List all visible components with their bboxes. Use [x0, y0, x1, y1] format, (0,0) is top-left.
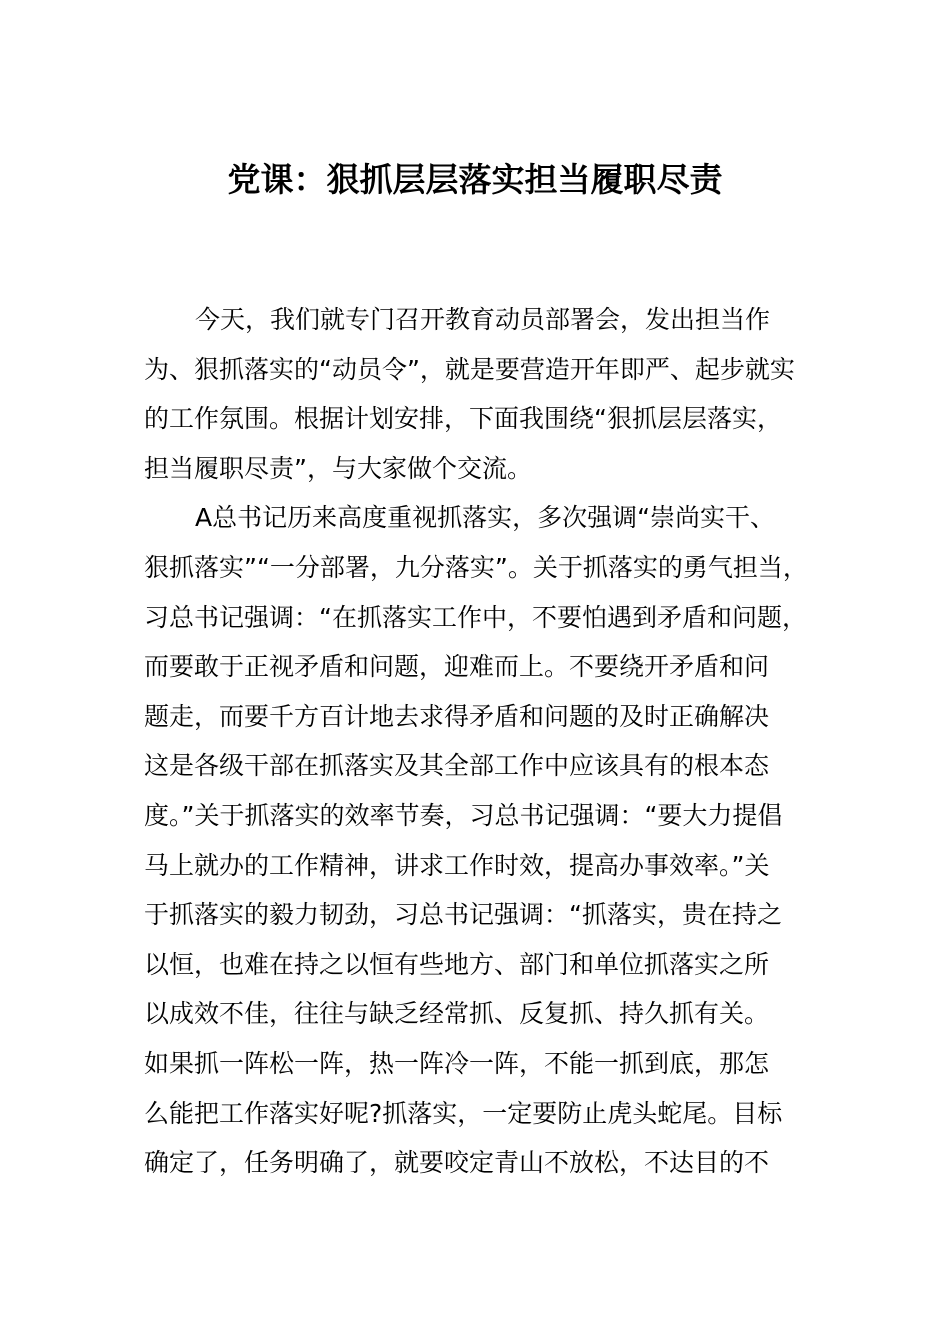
document-title: 党课：狠抓层层落实担当履职尽责 — [227, 160, 723, 199]
paragraph-intro — [144, 295, 834, 493]
paragraph-quotes — [144, 493, 834, 1187]
text-line: 今天，我们就专门召开教育动员部署会，发出担当作 — [195, 305, 771, 334]
text-line: A总书记历来高度重视抓落实，多次强调“崇尚实干、 — [195, 503, 776, 533]
text-line: 习总书记强调：“在抓落实工作中，不要怕遇到矛盾和问题， — [144, 602, 807, 632]
text-line: 确定了，任务明确了，就要咬定青山不放松，不达目的不 — [144, 1148, 770, 1178]
text-line: 以成效不佳，往往与缺乏经常抓、反复抓、持久抓有关。 — [144, 999, 770, 1029]
text-line: 而要敢于正视矛盾和问题，迎难而上。不要绕开矛盾和问 — [144, 652, 770, 682]
text-line: 为、狠抓落实的“动员令”，就是要营造开年即严、起步就实 — [144, 354, 795, 384]
text-line: 于抓落实的毅力韧劲，习总书记强调：“抓落实，贵在持之 — [144, 900, 782, 930]
text-line: 么能把工作落实好呢?抓落实，一定要防止虎头蛇尾。目标 — [144, 1098, 783, 1128]
text-line: 担当履职尽责”，与大家做个交流。 — [144, 453, 532, 483]
text-line: 这是各级干部在抓落实及其全部工作中应该具有的根本态 — [144, 751, 770, 781]
text-line: 狠抓落实”“一分部署，九分落实”。关于抓落实的勇气担当， — [144, 552, 808, 582]
text-line: 的工作氛围。根据计划安排，下面我围绕“狠抓层层落实， — [144, 404, 782, 434]
text-line: 如果抓一阵松一阵，热一阵冷一阵，不能一抓到底，那怎 — [144, 1048, 770, 1078]
text-line: 题走，而要千方百计地去求得矛盾和问题的及时正确解决 — [144, 701, 770, 731]
text-line: 以恒，也难在持之以恒有些地方、部门和单位抓落实之所 — [144, 949, 770, 979]
text-line: 度。”关于抓落实的效率节奏，习总书记强调：“要大力提倡 — [144, 800, 783, 830]
document-body — [144, 295, 834, 1188]
text-line: 马上就办的工作精神，讲求工作时效，提高办事效率。”关 — [144, 850, 770, 880]
